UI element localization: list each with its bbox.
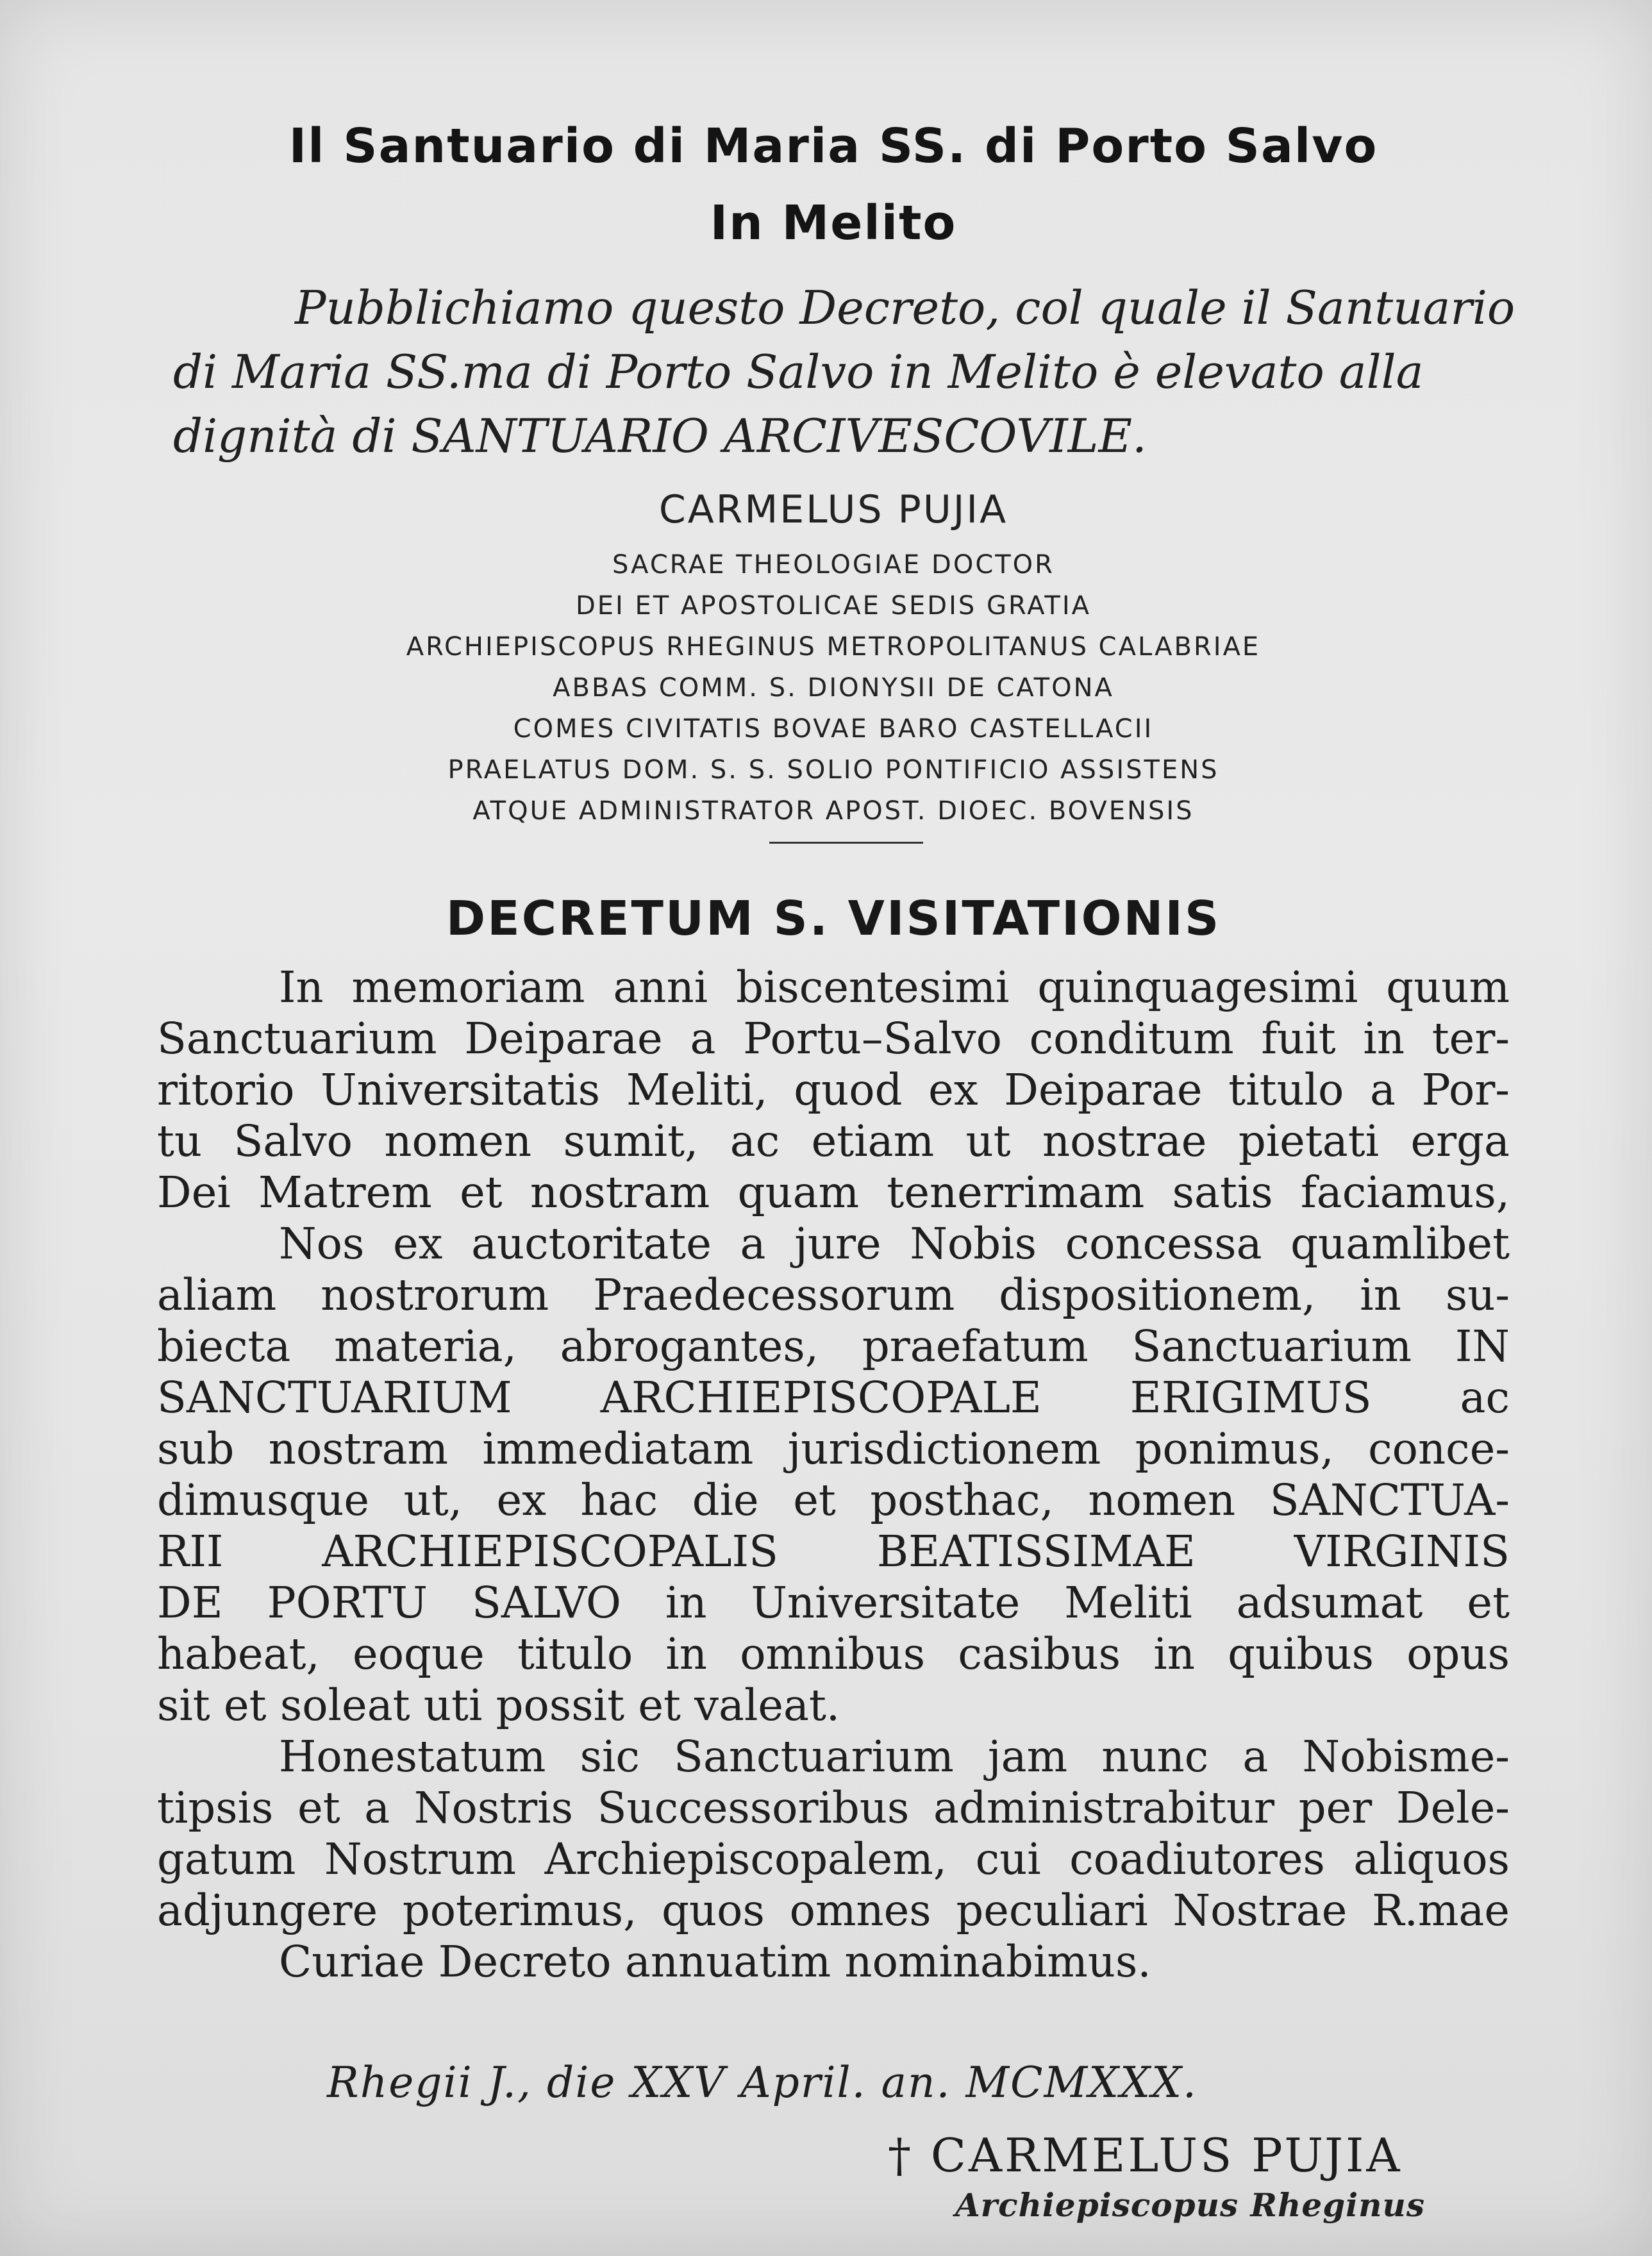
intro-line: di Maria SS.ma di Porto Salvo in Melito è elevato alla [173,345,1424,399]
decree-line: tu Salvo nomen sumit, ac etiam ut nostrae pietati erga [157,1116,1510,1166]
signature-title: Archiepiscopus Rheginus [955,2186,1426,2224]
issuer-title-line: COMES CIVITATIS BOVAE BARO CASTELLACII [513,714,1154,744]
issuer-title-line: DEI ET APOSTOLICAE SEDIS GRATIA [575,591,1092,621]
divider-rule [769,842,923,844]
page-subtitle: In Melito [710,196,957,251]
decree-line: ritorio Universitatis Meliti, quod ex Deiparae titulo a Por- [157,1065,1510,1115]
issuer-block [256,484,1410,831]
decree-line: Curiae Decreto annuatim nominabimus. [279,1937,1151,1987]
intro-paragraph [173,276,1539,468]
decree-line: sub nostram immediatam jurisdictionem ponimus, conce- [157,1424,1510,1474]
signature-name: † CARMELUS PUJIA [888,2128,1403,2182]
decree-line: RII ARCHIEPISCOPALIS BEATISSIMAE VIRGINIS [157,1526,1510,1576]
page-title: Il Santuario di Maria SS. di Porto Salvo [288,119,1378,174]
decree-line: SANCTUARIUM ARCHIEPISCOPALE ERIGIMUS ac [157,1373,1510,1423]
decree-line: tipsis et a Nostris Successoribus administrabitur per Dele- [157,1783,1510,1833]
decree-line: In memoriam anni biscentesimi quinquagesimi quum [279,962,1510,1012]
decree-line: Honestatum sic Sanctuarium jam nunc a Nobisme- [279,1732,1510,1782]
decree-line: aliam nostrorum Praedecessorum dispositionem, in su- [157,1270,1510,1320]
issuer-title-line: ARCHIEPISCOPUS RHEGINUS METROPOLITANUS CALABRIAE [406,632,1261,662]
decree-line: dimusque ut, ex hac die et posthac, nomen SANCTUA- [157,1475,1510,1525]
intro-line: dignità di SANTUARIO ARCIVESCOVILE. [173,409,1147,463]
intro-line: Pubblichiamo questo Decreto, col quale il Santuario [295,281,1515,335]
decree-line: DE PORTU SALVO in Universitate Meliti adsumat et [157,1578,1510,1628]
decree-line: Nos ex auctoritate a jure Nobis concessa quamlibet [279,1219,1510,1269]
decree-line: Sanctuarium Deiparae a Portu–Salvo conditum fuit in ter- [157,1014,1510,1064]
decree-title: DECRETUM S. VISITATIONIS [446,891,1221,946]
issuer-title-line: SACRAE THEOLOGIAE DOCTOR [612,550,1055,580]
dateline: Rhegii J., die XXV April. an. MCMXXX. [327,2058,1198,2107]
issuer-name: CARMELUS PUJIA [658,487,1008,532]
issuer-title-line: ATQUE ADMINISTRATOR APOST. DIOEC. BOVENSIS [472,796,1194,826]
issuer-title-line: ABBAS COMM. S. DIONYSII DE CATONA [553,673,1114,703]
decree-line: sit et soleat uti possit et valeat. [157,1680,840,1730]
decree-line: adjungere poterimus, quos omnes peculiari Nostrae R.mae [157,1885,1510,1935]
issuer-title-line: PRAELATUS DOM. S. S. SOLIO PONTIFICIO ASSISTENS [447,755,1219,785]
decree-line: Dei Matrem et nostram quam tenerrimam satis faciamus, [157,1167,1510,1217]
decree-line: habeat, eoque titulo in omnibus casibus in quibus opus [157,1629,1510,1679]
decree-line: biecta materia, abrogantes, praefatum Sanctuarium IN [157,1321,1510,1371]
decree-body [157,962,1510,1987]
decree-line: gatum Nostrum Archiepiscopalem, cui coadiutores aliquos [157,1834,1510,1884]
